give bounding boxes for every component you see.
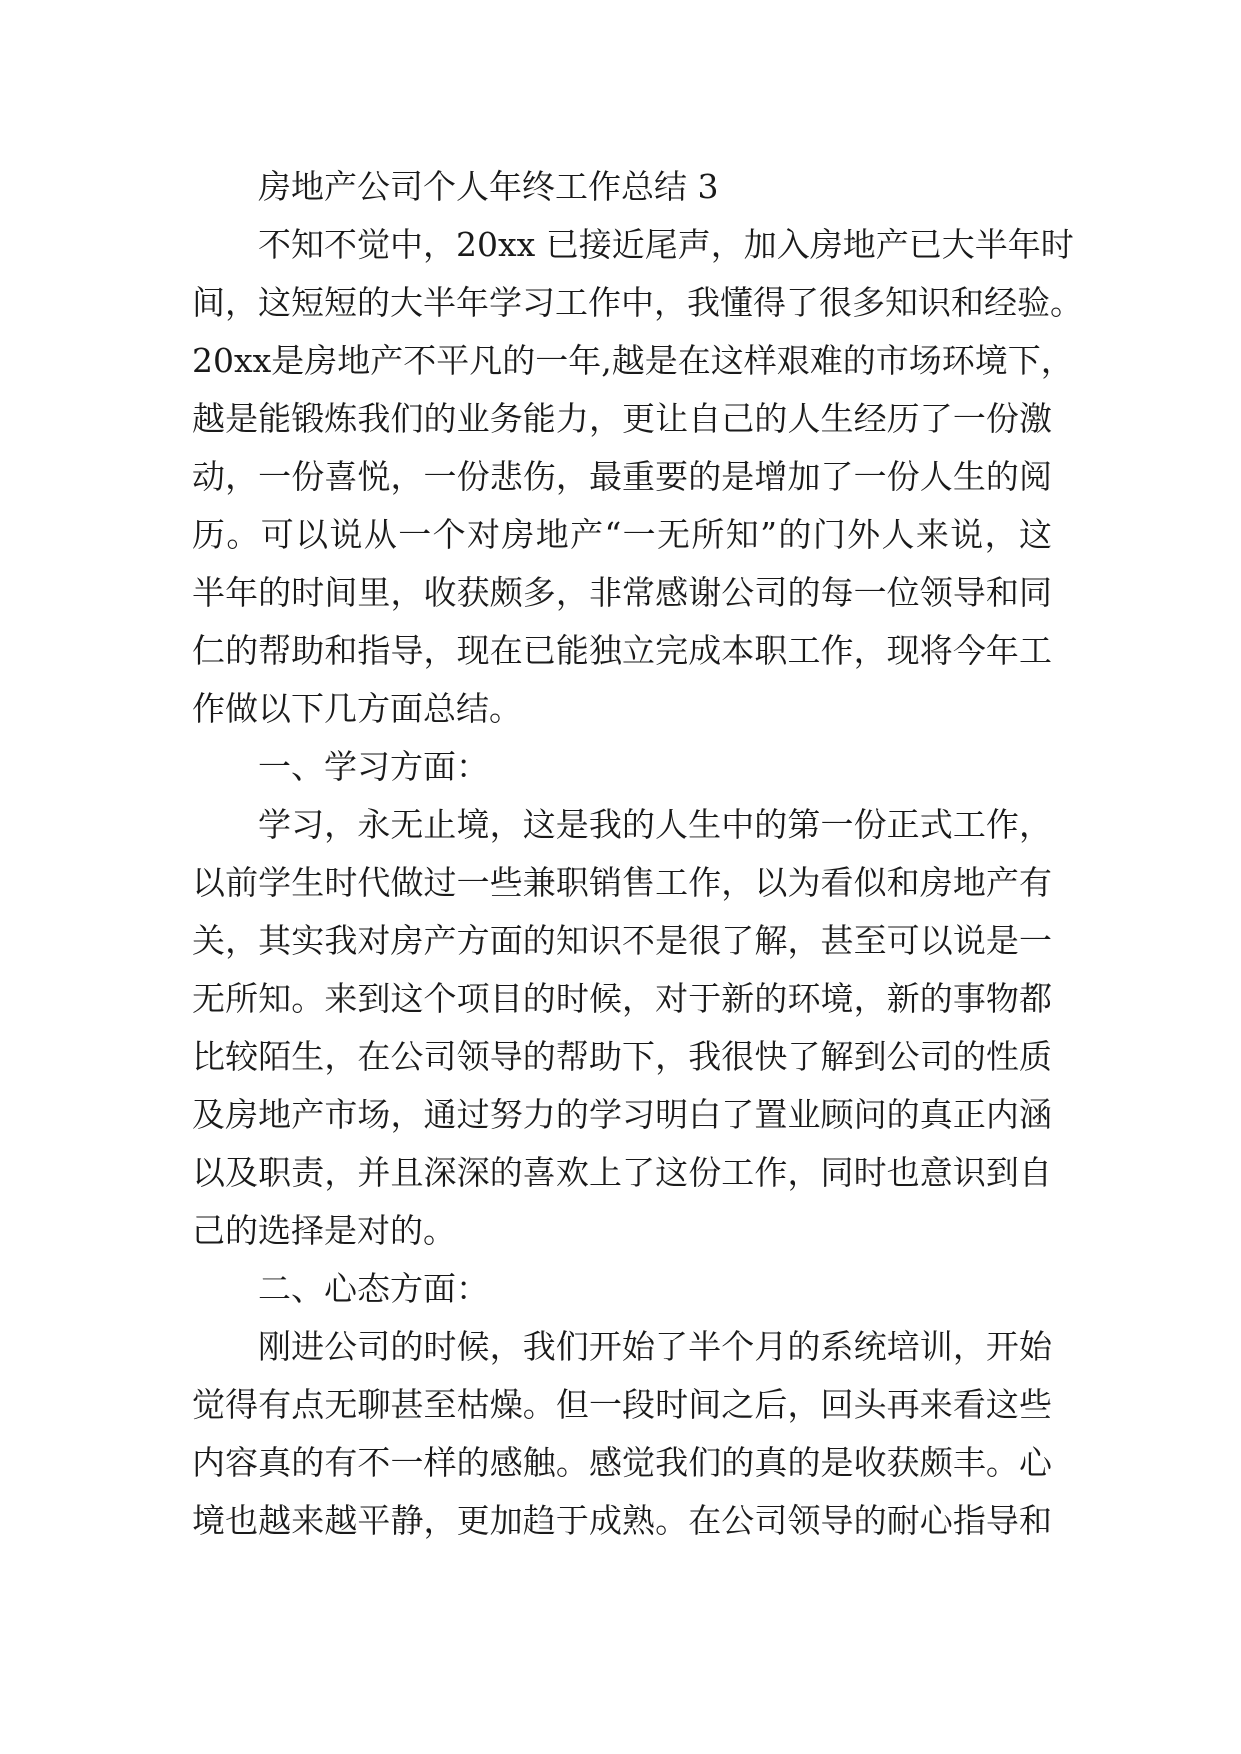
paragraph-line: 动，一份喜悦，一份悲伤，最重要的是增加了一份人生的阅 [192, 457, 1052, 496]
paragraph-line: 以前学生时代做过一些兼职销售工作，以为看似和房地产有 [192, 863, 1052, 902]
paragraph-line: 刚进公司的时候，我们开始了半个月的系统培训，开始 [258, 1327, 1052, 1366]
paragraph-line: 己的选择是对的。 [192, 1211, 456, 1250]
paragraph-line: 作做以下几方面总结。 [192, 689, 522, 728]
paragraph-line: 及房地产市场，通过努力的学习明白了置业顾问的真正内涵 [192, 1095, 1052, 1134]
paragraph-line: 不知不觉中，20xx 已接近尾声，加入房地产已大半年时 [258, 225, 1074, 264]
paragraph-line: 以及职责，并且深深的喜欢上了这份工作，同时也意识到自 [192, 1153, 1052, 1192]
paragraph-line: 半年的时间里，收获颇多，非常感谢公司的每一位领导和同 [192, 573, 1052, 612]
section-heading: 二、心态方面： [258, 1269, 489, 1308]
paragraph-line: 历。可以说从一个对房地产“一无所知”的门外人来说，这 [192, 515, 1052, 554]
paragraph-line: 越是能锻炼我们的业务能力，更让自己的人生经历了一份激 [192, 399, 1052, 438]
paragraph-line: 仁的帮助和指导，现在已能独立完成本职工作，现将今年工 [192, 631, 1052, 670]
section-heading: 一、学习方面： [258, 747, 489, 786]
paragraph-line: 20xx是房地产不平凡的一年,越是在这样艰难的市场环境下， [192, 341, 1074, 380]
paragraph-line: 学习，永无止境，这是我的人生中的第一份正式工作， [258, 805, 1052, 844]
paragraph-line: 内容真的有不一样的感触。感觉我们的真的是收获颇丰。心 [192, 1443, 1052, 1482]
paragraph-line: 关，其实我对房产方面的知识不是很了解，甚至可以说是一 [192, 921, 1052, 960]
document-title: 房地产公司个人年终工作总结 3 [258, 167, 719, 206]
paragraph-line: 觉得有点无聊甚至枯燥。但一段时间之后，回头再来看这些 [192, 1385, 1052, 1424]
paragraph-line: 无所知。来到这个项目的时候，对于新的环境，新的事物都 [192, 979, 1052, 1018]
paragraph-line: 比较陌生，在公司领导的帮助下，我很快了解到公司的性质 [192, 1037, 1052, 1076]
paragraph-line: 境也越来越平静，更加趋于成熟。在公司领导的耐心指导和 [192, 1501, 1052, 1540]
paragraph-line: 间，这短短的大半年学习工作中，我懂得了很多知识和经验。 [192, 283, 1083, 322]
